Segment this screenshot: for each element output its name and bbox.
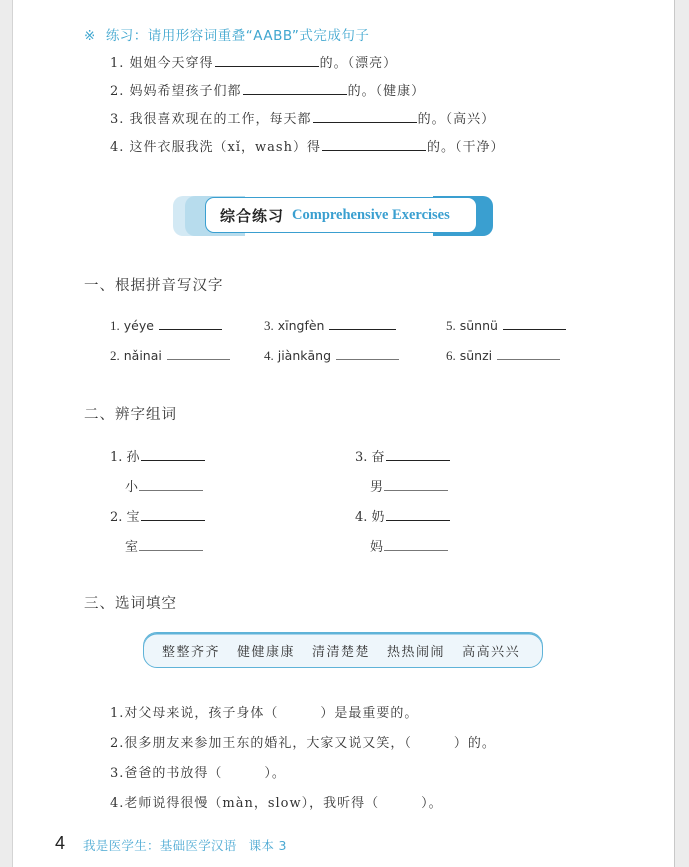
item-text-after: ）。 — [421, 796, 443, 811]
answer-blank[interactable] — [243, 93, 347, 95]
char-pair-item-3 — [355, 446, 451, 465]
section-banner — [173, 196, 493, 236]
item-text-before: 对父母来说，孩子身体（ — [124, 706, 279, 721]
section2-title: 二、辨字组词 — [84, 407, 177, 423]
item-number: 4. — [355, 510, 368, 525]
book-volume: 课本 3 — [248, 838, 287, 853]
item-text-after: ）的。 — [453, 736, 496, 751]
answer-blank[interactable] — [167, 358, 230, 360]
char-pair-item-2 — [110, 506, 206, 525]
answer-blank[interactable] — [313, 121, 417, 123]
word-bank-item: 健健康康 — [237, 644, 296, 660]
item-number: 1. — [110, 56, 125, 71]
fill-item-3 — [110, 762, 286, 781]
pinyin-text: sūnzi — [459, 348, 493, 363]
answer-blank[interactable] — [215, 65, 319, 67]
practice-item-1 — [110, 52, 397, 71]
item-text-before: 这件衣服我洗（xǐ，wash）得 — [129, 140, 321, 155]
answer-blank[interactable] — [497, 358, 560, 360]
item-text-after: ）。 — [264, 766, 286, 781]
item-text-before: 爸爸的书放得（ — [124, 766, 223, 781]
char-text: 室 — [125, 540, 139, 555]
pinyin-item-4 — [264, 348, 400, 364]
item-number: 4. — [110, 796, 125, 811]
char-text: 孙 — [126, 450, 140, 465]
answer-blank[interactable] — [336, 358, 399, 360]
item-number: 4. — [264, 348, 274, 363]
char-text: 宝 — [126, 510, 140, 525]
item-number: 2. — [110, 510, 123, 525]
item-number: 5. — [446, 318, 456, 333]
char-pair-item-3-pair — [370, 476, 449, 495]
answer-blank[interactable] — [503, 328, 566, 330]
banner-title-zh: 综合练习 — [220, 206, 285, 225]
pinyin-item-5 — [446, 318, 567, 334]
reference-mark-icon: ※ — [84, 28, 96, 44]
item-text-before: 姐姐今天穿得 — [129, 56, 214, 71]
char-text: 奶 — [371, 510, 385, 525]
answer-blank[interactable] — [386, 519, 450, 521]
char-text: 妈 — [370, 540, 384, 555]
item-number: 6. — [446, 348, 456, 363]
fill-item-2 — [110, 732, 496, 751]
item-text-after: ）是最重要的。 — [320, 706, 419, 721]
char-text: 男 — [370, 480, 384, 495]
pinyin-item-6 — [446, 348, 561, 364]
pinyin-text: xīngfèn — [277, 318, 325, 333]
item-text-after: 的。（干净） — [426, 140, 505, 155]
item-number: 1. — [110, 706, 125, 721]
item-text-after: 的。（漂亮） — [319, 56, 398, 71]
item-text-before: 很多朋友来参加王东的婚礼，大家又说又笑，（ — [124, 736, 412, 751]
pinyin-item-3 — [264, 318, 397, 334]
item-number: 3. — [110, 112, 125, 127]
fill-item-4 — [110, 792, 443, 811]
item-number: 2. — [110, 736, 125, 751]
practice-item-3 — [110, 108, 495, 127]
item-number: 1. — [110, 450, 123, 465]
item-number: 1. — [110, 318, 120, 333]
pinyin-text: yéye — [123, 318, 154, 333]
answer-blank[interactable] — [139, 549, 203, 551]
char-pair-item-4-pair — [370, 536, 449, 555]
item-number: 4. — [110, 140, 125, 155]
char-pair-item-1 — [110, 446, 206, 465]
pinyin-text: jiànkāng — [277, 348, 332, 363]
word-bank-item: 热热闹闹 — [387, 644, 446, 660]
word-bank-item: 清清楚楚 — [312, 644, 371, 660]
item-text-after: 的。（健康） — [347, 84, 426, 99]
banner-title-en: Comprehensive Exercises — [292, 206, 450, 223]
char-pair-item-2-pair — [125, 536, 204, 555]
item-text-before: 我很喜欢现在的工作，每天都 — [129, 112, 312, 127]
practice-title — [84, 24, 369, 44]
word-bank — [143, 632, 543, 668]
answer-blank[interactable] — [384, 549, 448, 551]
practice-item-2 — [110, 80, 425, 99]
char-pair-item-1-pair — [125, 476, 204, 495]
section1-title: 一、根据拼音写汉字 — [84, 278, 224, 294]
item-text-before: 妈妈希望孩子们都 — [129, 84, 242, 99]
item-number: 3. — [355, 450, 368, 465]
word-bank-item: 整整齐齐 — [162, 644, 221, 660]
section3-title: 三、选词填空 — [84, 596, 177, 612]
answer-blank[interactable] — [329, 328, 396, 330]
word-bank-item: 高高兴兴 — [462, 644, 521, 660]
practice-title-text: 练习：请用形容词重叠“AABB”式完成句子 — [105, 28, 370, 44]
pinyin-item-2 — [110, 348, 231, 364]
item-text-after: 的。（高兴） — [417, 112, 496, 127]
answer-blank[interactable] — [384, 489, 448, 491]
item-number: 2. — [110, 348, 120, 363]
page-number: 4 — [55, 833, 66, 853]
answer-blank[interactable] — [139, 489, 203, 491]
pinyin-item-1 — [110, 318, 223, 334]
char-text: 小 — [125, 480, 139, 495]
answer-blank[interactable] — [159, 328, 222, 330]
answer-blank[interactable] — [386, 459, 450, 461]
answer-blank[interactable] — [141, 459, 205, 461]
char-text: 奋 — [371, 450, 385, 465]
book-title: 我是医学生：基础医学汉语 — [83, 838, 237, 853]
answer-blank[interactable] — [141, 519, 205, 521]
char-pair-item-4 — [355, 506, 451, 525]
running-footer — [83, 836, 287, 854]
item-number: 3. — [264, 318, 274, 333]
banner-label — [205, 197, 477, 233]
fill-item-1 — [110, 702, 418, 721]
pinyin-text: sūnnü — [459, 318, 498, 333]
item-text-before: 老师说得很慢（màn，slow），我听得（ — [124, 796, 380, 811]
pinyin-text: nǎinai — [123, 348, 162, 363]
answer-blank[interactable] — [322, 149, 426, 151]
item-number: 2. — [110, 84, 125, 99]
practice-item-4 — [110, 136, 504, 155]
item-number: 3. — [110, 766, 125, 781]
